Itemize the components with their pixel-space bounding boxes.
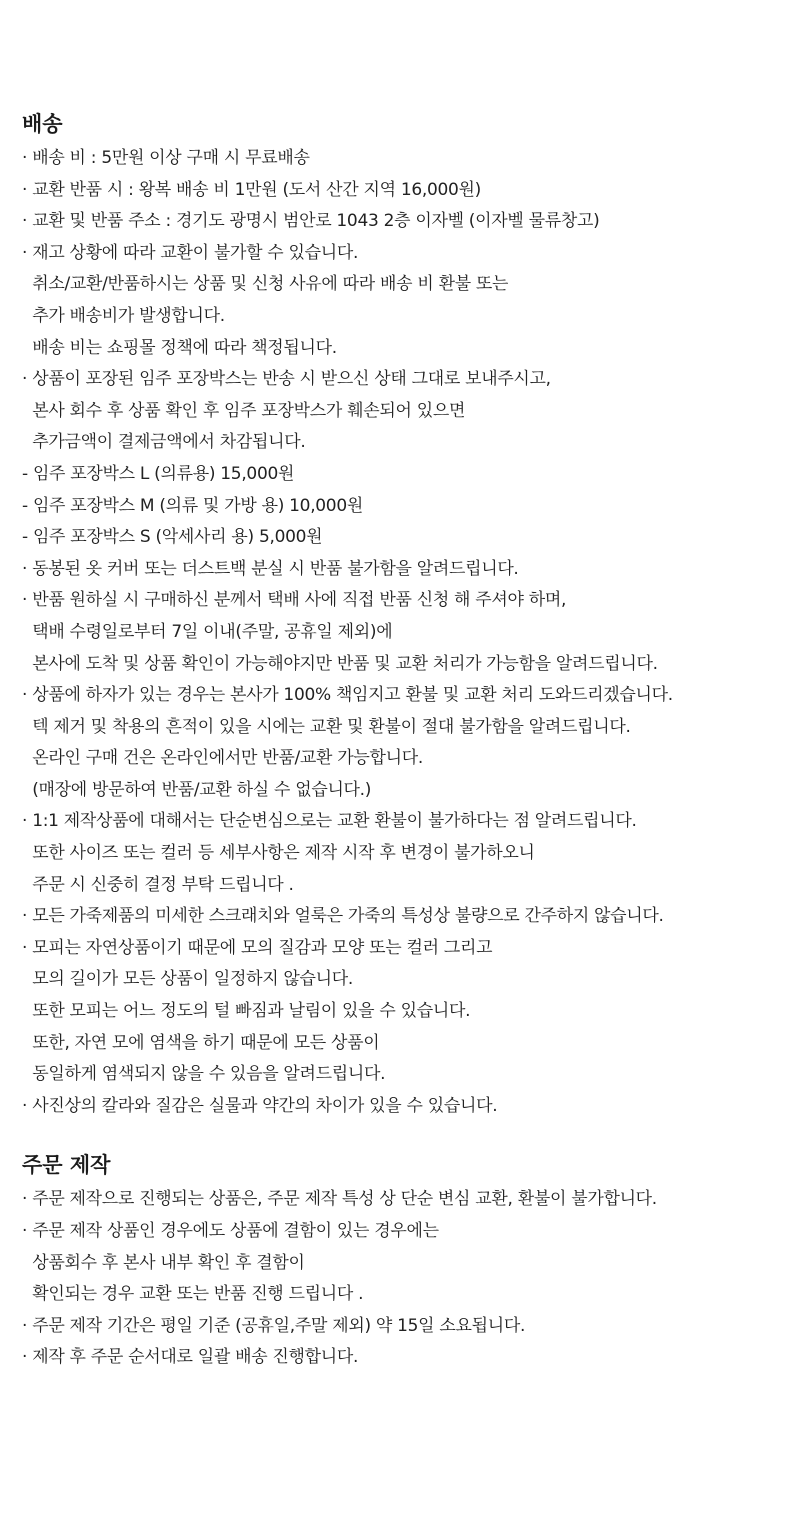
policy-line: · 교환 및 반품 주소 : 경기도 광명시 범안로 1043 2층 이자벨 (이자벨 물류창고) [22,211,600,232]
policy-line: · 동봉된 옷 커버 또는 더스트백 분실 시 반품 불가함을 알려드립니다. [22,558,519,579]
custom-order-lines [22,1184,800,1374]
policy-line: 배송 비는 쇼핑몰 정책에 따라 책정됩니다. [22,337,337,358]
shipping-title: 배송 [22,112,63,136]
custom-order-section [22,1148,800,1374]
policy-line: 또한 사이즈 또는 컬러 등 세부사항은 제작 시작 후 변경이 불가하오니 [22,843,535,864]
policy-line: · 재고 상황에 따라 교환이 불가할 수 있습니다. [22,242,359,263]
policy-line: 또한 모피는 어느 정도의 털 빠짐과 날림이 있을 수 있습니다. [22,1001,471,1022]
policy-line: (매장에 방문하여 반품/교환 하실 수 없습니다.) [22,779,372,800]
policy-line: 동일하게 염색되지 않을 수 있음을 알려드립니다. [22,1064,386,1085]
policy-line: 취소/교환/반품하시는 상품 및 신청 사유에 따라 배송 비 환불 또는 [22,274,509,295]
policy-line: 상품회수 후 본사 내부 확인 후 결함이 [22,1252,305,1273]
policy-line: · 제작 후 주문 순서대로 일괄 배송 진행합니다. [22,1347,359,1368]
policy-line: · 반품 원하실 시 구매하신 분께서 택배 사에 직접 반품 신청 해 주셔야 하며, [22,590,567,611]
policy-line: 온라인 구매 건은 온라인에서만 반품/교환 가능합니다. [22,748,423,769]
policy-line: - 임주 포장박스 L (의류용) 15,000원 [22,463,295,484]
policy-line: 텍 제거 및 착용의 흔적이 있을 시에는 교환 및 환불이 절대 불가함을 알려드립니다. [22,716,631,737]
policy-line: · 교환 반품 시 : 왕복 배송 비 1만원 (도서 산간 지역 16,000원) [22,179,481,200]
policy-line: · 사진상의 칼라와 질감은 실물과 약간의 차이가 있을 수 있습니다. [22,1095,498,1116]
policy-line: - 임주 포장박스 M (의류 및 가방 용) 10,000원 [22,495,363,516]
policy-line: · 1:1 제작상품에 대해서는 단순변심으로는 교환 환불이 불가하다는 점 알려드립니다. [22,811,637,832]
shipping-section [22,107,800,1122]
policy-line: · 모피는 자연상품이기 때문에 모의 질감과 모양 또는 컬러 그리고 [22,937,493,958]
policy-line: 추가 배송비가 발생합니다. [22,305,225,326]
policy-line: 또한, 자연 모에 염색을 하기 때문에 모든 상품이 [22,1032,380,1053]
shipping-lines [22,143,800,1122]
custom-order-title: 주문 제작 [22,1153,111,1178]
policy-line: 택배 수령일로부터 7일 이내(주말, 공휴일 제외)에 [22,621,393,642]
policy-line: · 상품이 포장된 임주 포장박스는 반송 시 받으신 상태 그대로 보내주시고, [22,369,551,390]
policy-line: · 주문 제작으로 진행되는 상품은, 주문 제작 특성 상 단순 변심 교환, 환불이 불가합니다. [22,1189,657,1210]
policy-line: 모의 길이가 모든 상품이 일정하지 않습니다. [22,969,354,990]
policy-line: 추가금액이 결제금액에서 차감됩니다. [22,432,306,453]
policy-line: 본사에 도착 및 상품 확인이 가능해야지만 반품 및 교환 처리가 가능함을 알려드립니다. [22,653,658,674]
policy-line: 확인되는 경우 교환 또는 반품 진행 드립니다 . [22,1284,364,1305]
policy-line: · 주문 제작 기간은 평일 기준 (공휴일,주말 제외) 약 15일 소요됩니다. [22,1315,526,1336]
policy-line: - 임주 포장박스 S (악세사리 용) 5,000원 [22,527,323,548]
policy-line: · 상품에 하자가 있는 경우는 본사가 100% 책임지고 환불 및 교환 처리 도와드리겠습니다. [22,685,673,706]
policy-line: 주문 시 신중히 결정 부탁 드립니다 . [22,874,294,895]
policy-line: · 모든 가죽제품의 미세한 스크래치와 얼룩은 가죽의 특성상 불량으로 간주하지 않습니다. [22,906,664,927]
policy-line: 본사 회수 후 상품 확인 후 임주 포장박스가 훼손되어 있으면 [22,400,466,421]
policy-line: · 배송 비 : 5만원 이상 구매 시 무료배송 [22,148,310,168]
policy-line: · 주문 제작 상품인 경우에도 상품에 결함이 있는 경우에는 [22,1221,439,1241]
